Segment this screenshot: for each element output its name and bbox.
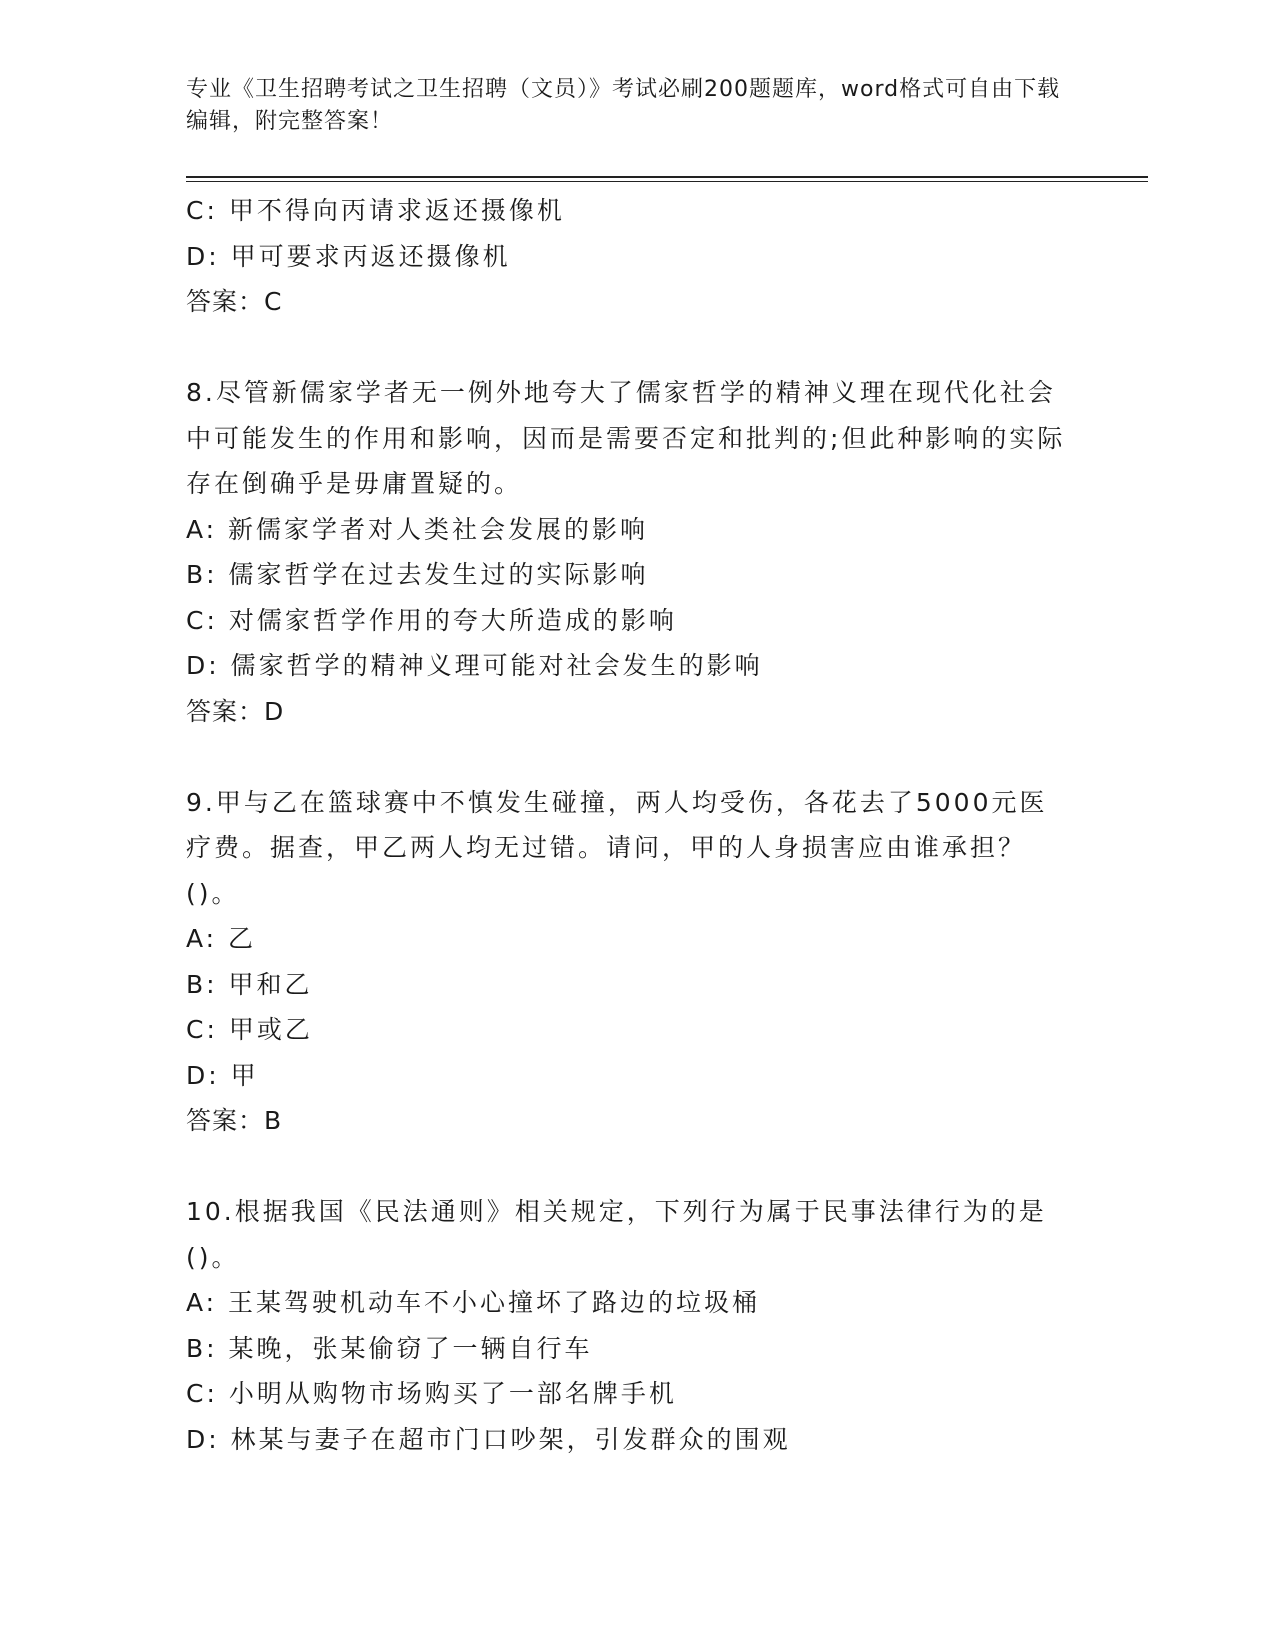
option-b: B: 某晚，张某偷窃了一辆自行车 [186,1333,593,1363]
answer-line: 答案：D [186,696,285,726]
option-d: D: 林某与妻子在超市门口吵架，引发群众的围观 [186,1424,791,1454]
answer-line: 答案：C [186,287,283,316]
spacer [186,734,1066,780]
option-b: B: 甲和乙 [186,969,313,999]
question-stem: 9.甲与乙在篮球赛中不慎发生碰撞，两人均受伤，各花去了5000元医疗费。据查，甲乙两人均无过错。请问，甲的人身损害应由谁承担？()。 [186,787,1048,908]
header-divider-thin [186,181,1148,182]
option-d: D: 儒家哲学的精神义理可能对社会发生的影响 [186,651,763,680]
option-c: C: 甲或乙 [186,1015,313,1044]
option-a: A: 乙 [186,924,257,953]
option-a: A: 王某驾驶机动车不小心撞坏了路边的垃圾桶 [186,1288,761,1317]
option-c: C: 甲不得向丙请求返还摄像机 [186,196,565,225]
option-a: A: 新儒家学者对人类社会发展的影响 [186,514,649,544]
option-c: C: 小明从购物市场购买了一部名牌手机 [186,1379,677,1408]
option-c: C: 对儒家哲学作用的夸大所造成的影响 [186,605,677,635]
header-divider-thick [186,176,1148,178]
question-content [186,188,1066,1462]
spacer [186,325,1066,371]
option-d: D: 甲可要求丙返还摄像机 [186,241,511,271]
question-stem: 8.尽管新儒家学者无一例外地夸大了儒家哲学的精神义理在现代化社会中可能发生的作用和影响，因而是需要否定和批判的;但此种影响的实际存在倒确乎是毋庸置疑的。 [186,378,1066,498]
answer-line: 答案：B [186,1106,283,1135]
option-d: D: 甲 [186,1060,259,1090]
question-stem: 10.根据我国《民法通则》相关规定，下列行为属于民事法律行为的是()。 [186,1197,1047,1272]
spacer [186,1144,1066,1190]
option-b: B: 儒家哲学在过去发生过的实际影响 [186,560,649,589]
document-header: 专业《卫生招聘考试之卫生招聘（文员）》考试必刷200题题库，word格式可自由下载编辑，附完整答案！ [186,77,1061,134]
